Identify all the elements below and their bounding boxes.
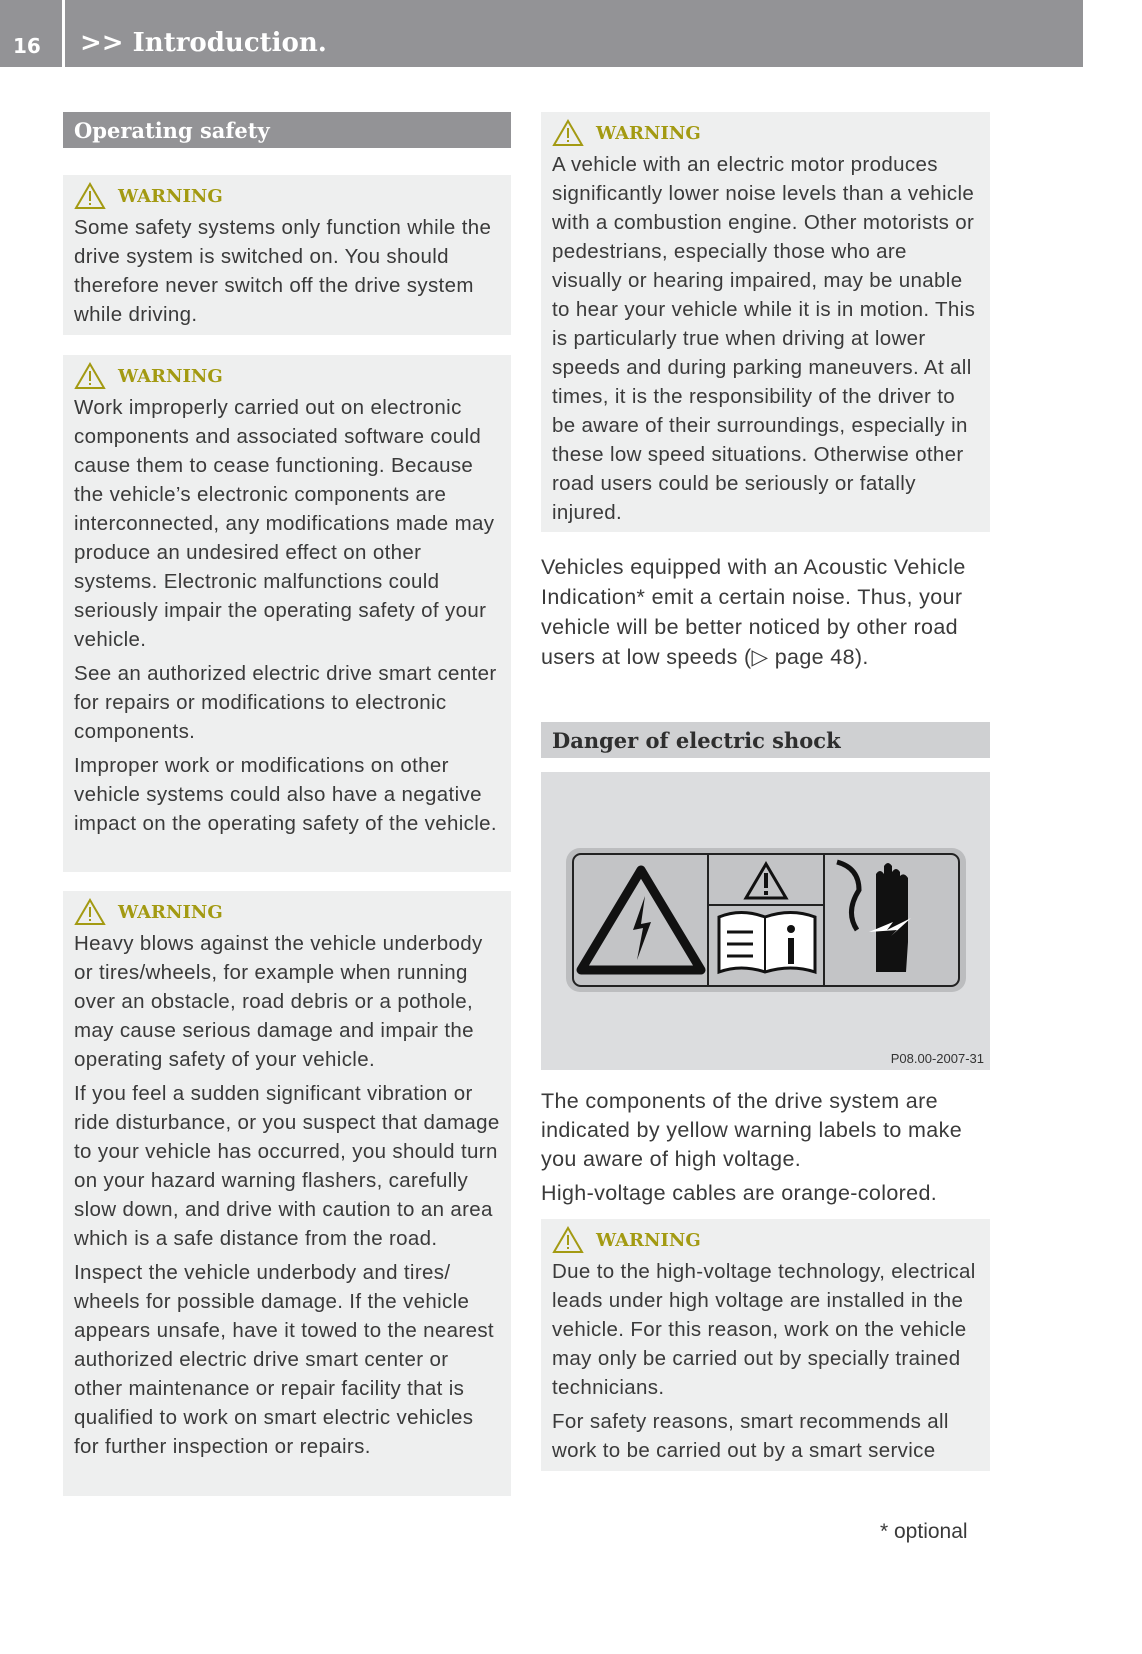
warning-triangle-icon: [74, 898, 106, 926]
section-heading-operating-safety: Operating safety: [63, 112, 511, 148]
warning-text: Improper work or modifications on other vehicle systems could also have a negative impact on the operating safety of the vehicle.: [74, 754, 497, 835]
page-number: 16: [13, 34, 41, 58]
warning-text: A vehicle with an electric motor produces significantly lower noise levels than a vehicle with a combustion engine. Other motorists or pedestrians, especially those who are visually or hearing impaired, may be unable to hear your vehicle while it is in motion. This is particularly true when driving at lower speeds and during parking maneuvers. At all times, it is the responsibility of the driver to be aware of their surroundings, especially in these low speed situations. Otherwise other road users could be seriously or fatally injured.: [552, 153, 976, 524]
warning-text: Some safety systems only function while the drive system is switched on. You should therefore never switch off the drive system while driving.: [74, 216, 492, 326]
warning-box: [63, 355, 511, 872]
warning-box: [63, 891, 511, 1496]
header-divider: [62, 0, 65, 67]
warning-text: Inspect the vehicle underbody and tires/ wheels for possible damage. If the vehicle appears unsafe, have it towed to the nearest authorized electric drive smart center or other maintenance or repair facility that is qualified to work on smart electric vehicles for further inspection or repairs.: [74, 1261, 494, 1458]
footnote-optional: * optional: [880, 1520, 968, 1543]
components-paragraph: [541, 1087, 991, 1213]
warning-triangle-icon: [74, 362, 106, 390]
warning-triangle-icon: [552, 1226, 584, 1254]
warning-label: WARNING: [118, 901, 223, 923]
warning-text: If you feel a sudden significant vibration or ride disturbance, or you suspect that damage to your vehicle has occurred, you should turn on your hazard warning flashers, carefully slow down, and drive with caution to an area which is a safe distance from the road.: [74, 1082, 500, 1250]
warning-triangle-icon: [74, 182, 106, 210]
warning-text: See an authorized electric drive smart center for repairs or modifications to electronic components.: [74, 662, 497, 743]
warning-label: WARNING: [596, 122, 701, 144]
acoustic-paragraph: [541, 552, 991, 677]
section-heading-electric-shock: Danger of electric shock: [541, 722, 990, 758]
chapter-title: >> Introduction.: [80, 28, 327, 58]
warning-label: WARNING: [118, 185, 223, 207]
high-voltage-label-image: [541, 772, 990, 1070]
body-text: Vehicles equipped with an Acoustic Vehicle Indication* emit a certain noise. Thus, your vehicle will be better noticed by other road users at low speeds (▷ page 48).: [541, 555, 966, 669]
warning-triangle-icon: [552, 119, 584, 147]
warning-label-figure: [541, 772, 990, 1070]
warning-box: [63, 175, 511, 335]
body-text: High-voltage cables are orange-colored.: [541, 1181, 938, 1205]
warning-text: Work improperly carried out on electronic components and associated software could cause them to cease functioning. Because the vehicle’s electronic components are interconnected, any modifications made may produce an undesired effect on other systems. Electronic malfunctions could seriously impair the operating safety of your vehicle.: [74, 396, 495, 651]
body-text: The components of the drive system are indicated by yellow warning labels to make you aware of high voltage.: [541, 1089, 963, 1171]
warning-text: Heavy blows against the vehicle underbody or tires/wheels, for example when running over an obstacle, road debris or a pothole, may cause serious damage and impair the operating safety of your vehicle.: [74, 932, 483, 1071]
figure-code: P08.00-2007-31: [890, 1051, 984, 1066]
warning-text: Due to the high-voltage technology, electrical leads under high voltage are installed in the vehicle. For this reason, work on the vehicle may only be carried out by specially trained technicians.: [552, 1260, 976, 1399]
warning-box: [541, 112, 990, 532]
warning-text: For safety reasons, smart recommends all work to be carried out by a smart service: [552, 1410, 949, 1462]
warning-label: WARNING: [118, 365, 223, 387]
warning-box: [541, 1219, 990, 1471]
warning-label: WARNING: [596, 1229, 701, 1251]
